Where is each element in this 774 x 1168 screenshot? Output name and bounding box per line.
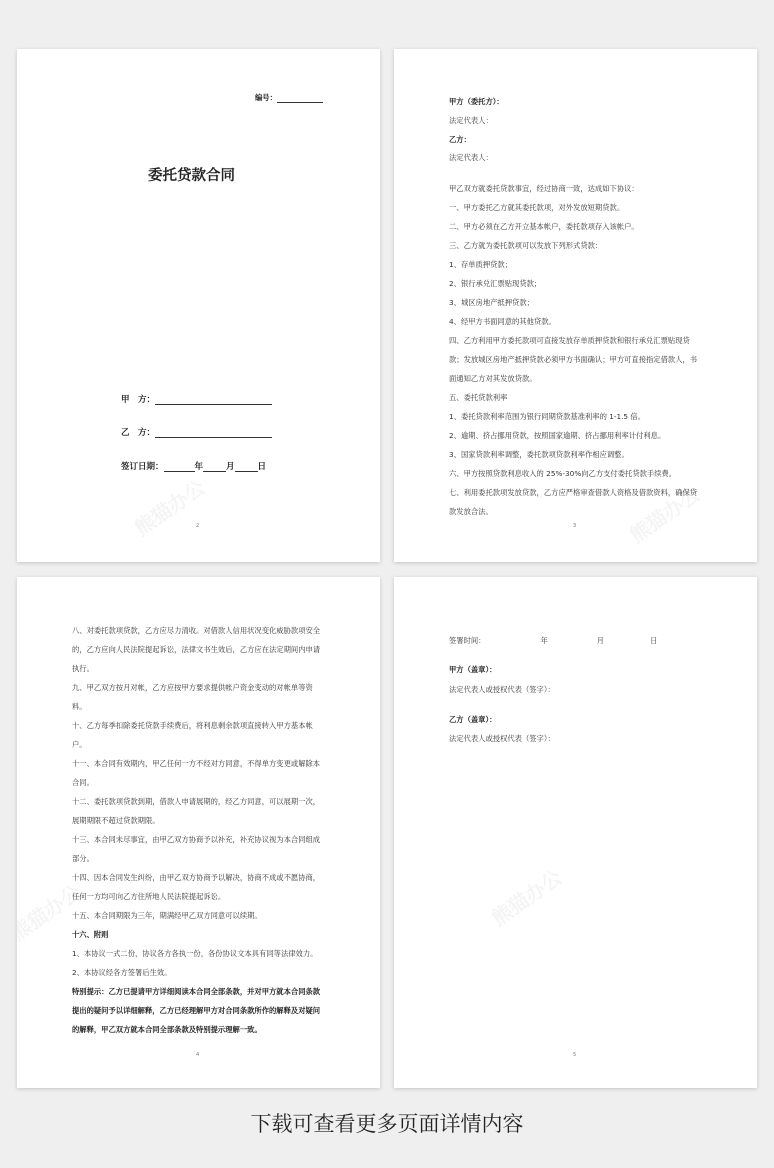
clause-5: 五、委托贷款利率 bbox=[449, 393, 508, 402]
party-b-seal: 乙方（盖章）： bbox=[449, 715, 497, 724]
contract-number-label: 编号： bbox=[255, 93, 277, 102]
document-page-5 bbox=[394, 577, 757, 1088]
page-number: 3 bbox=[573, 523, 577, 529]
clause-16-item-2: 2、本协议经各方签署后生效。 bbox=[72, 968, 172, 977]
clause-6: 六、甲方按照贷款利息收入的 25%-30%向乙方支付委托贷款手续费。 bbox=[449, 469, 677, 478]
clause-13-line-2: 部分。 bbox=[72, 854, 94, 863]
watermark bbox=[128, 472, 210, 542]
clause-14-line-1: 十四、因本合同发生纠纷，由甲乙双方协商予以解决，协商不成或不愿协商， bbox=[72, 873, 321, 882]
party-a-blank bbox=[155, 395, 272, 405]
clause-11-line-2: 合同。 bbox=[72, 778, 94, 787]
contract-number-blank bbox=[277, 94, 323, 103]
sign-time-row bbox=[449, 636, 657, 646]
special-notice-line-3: 的解释，甲乙双方就本合同全部条款及特别提示理解一致。 bbox=[72, 1025, 262, 1034]
clause-8-line-1: 八、对委托款项贷款，乙方应尽力清收。对借款人信用状况变化威胁款项安全 bbox=[72, 626, 321, 635]
clause-4-line-1: 四、乙方利用甲方委托款项可直接发放存单质押贷款和银行承兑汇票贴现贷 bbox=[449, 336, 690, 345]
clause-8-line-2: 的，乙方应向人民法院提起诉讼，法律文书生效后，乙方应在法定期间内申请 bbox=[72, 645, 321, 654]
clause-10-line-2: 户。 bbox=[72, 740, 87, 749]
clause-1: 一、甲方委托乙方就其委托款项，对外发放短期贷款。 bbox=[449, 203, 625, 212]
clause-12-line-2: 展期期限不超过贷款期限。 bbox=[72, 816, 160, 825]
clause-10-line-1: 十、乙方每季扣除委托贷款手续费后，将利息剩余款项直接转入甲方基本帐 bbox=[72, 721, 313, 730]
clause-4-line-2: 款；发放城区房地产抵押贷款必须甲方书面确认；甲方可直接指定借款人，书 bbox=[449, 355, 698, 364]
party-a-representative-signature: 法定代表人或授权代表（签字）： bbox=[449, 685, 555, 694]
clause-8-line-3: 执行。 bbox=[72, 664, 94, 673]
month-label: 月 bbox=[226, 462, 235, 472]
sign-time-label: 签署时间： bbox=[449, 636, 486, 645]
document-page-3 bbox=[394, 49, 757, 562]
sign-date-row bbox=[121, 460, 266, 472]
page-number: 4 bbox=[196, 1052, 200, 1058]
clause-7-line-1: 七、利用委托款项发放贷款，乙方应严格审查借款人资格及借款资料，确保贷 bbox=[449, 488, 698, 497]
party-b-representative-signature: 法定代表人或授权代表（签字）： bbox=[449, 734, 555, 743]
party-b-label: 乙 方： bbox=[121, 428, 156, 438]
watermark bbox=[485, 862, 567, 932]
day-label: 日 bbox=[257, 462, 267, 472]
clause-13-line-1: 十三、本合同未尽事宜，由甲乙双方协商予以补充，补充协议视为本合同组成 bbox=[72, 835, 321, 844]
party-a-client-line: 甲方（委托方）： bbox=[449, 97, 504, 106]
party-b-blank bbox=[155, 428, 272, 438]
clause-9-line-1: 九、甲乙双方按月对帐，乙方应按甲方要求提供帐户资金变动的对帐单等资 bbox=[72, 683, 313, 692]
sign-date-label: 签订日期： bbox=[121, 462, 164, 472]
day-blank bbox=[235, 462, 258, 472]
clause-9-line-2: 料。 bbox=[72, 702, 87, 711]
clause-5-item-2: 2、逾期、挤占挪用贷款，按照国家逾期、挤占挪用利率计付利息。 bbox=[449, 431, 666, 440]
agreement-intro: 甲乙双方就委托贷款事宜，经过协商一致，达成如下协议： bbox=[449, 184, 639, 193]
month-blank bbox=[203, 462, 226, 472]
clause-5-item-3: 3、国家贷款利率调整，委托款项贷款利率作相应调整。 bbox=[449, 450, 629, 459]
sign-year-label: 年 bbox=[540, 636, 548, 645]
sign-day-label: 日 bbox=[650, 636, 658, 645]
clause-5-item-1: 1、委托贷款利率范围为银行同期贷款基准利率的 1-1.5 倍。 bbox=[449, 412, 645, 421]
clause-15: 十五、本合同期限为三年，期满经甲乙双方同意可以续期。 bbox=[72, 911, 262, 920]
party-b-line: 乙方： bbox=[449, 135, 471, 144]
clause-12-line-1: 十二、委托款项贷款到期，借款人申请展期的，经乙方同意，可以展期一次， bbox=[72, 797, 321, 806]
clause-11-line-1: 十一、本合同有效期内，甲乙任何一方不经对方同意，不得单方变更或解除本 bbox=[72, 759, 321, 768]
party-a-representative-line: 法定代表人： bbox=[449, 116, 493, 125]
party-a-seal: 甲方（盖章）： bbox=[449, 665, 497, 674]
year-label: 年 bbox=[194, 462, 204, 472]
clause-3-item-2: 2、银行承兑汇票贴现贷款； bbox=[449, 279, 542, 288]
sign-month-label: 月 bbox=[596, 636, 605, 645]
contract-number-row bbox=[255, 93, 323, 103]
clause-7-line-2: 款发放合法。 bbox=[449, 507, 493, 516]
year-blank bbox=[164, 462, 195, 472]
document-page-4 bbox=[17, 577, 380, 1088]
document-title: 委托贷款合同 bbox=[148, 168, 235, 184]
party-a-row bbox=[121, 393, 272, 405]
clause-3-item-3: 3、城区房地产抵押贷款； bbox=[449, 298, 534, 307]
clause-2: 二、甲方必须在乙方开立基本帐户，委托款项存入该帐户。 bbox=[449, 222, 639, 231]
special-notice-line-2: 提出的疑问予以详细解释，乙方已经理解甲方对合同条款所作的解释及对疑问 bbox=[72, 1006, 321, 1015]
party-a-label: 甲 方： bbox=[121, 395, 156, 405]
party-b-representative-line: 法定代表人： bbox=[449, 153, 493, 162]
clause-16-heading: 十六、附则 bbox=[72, 930, 109, 939]
special-notice-line-1: 特别提示：乙方已提请甲方详细阅读本合同全部条款，并对甲方就本合同条款 bbox=[72, 987, 321, 996]
clause-16-item-1: 1、本协议一式二份，协议各方各执一份，各份协议文本具有同等法律效力。 bbox=[72, 949, 318, 958]
clause-3: 三、乙方就为委托款项可以发放下列形式贷款： bbox=[449, 241, 603, 250]
party-b-row bbox=[121, 426, 272, 438]
clause-4-line-3: 面通知乙方对其发放贷款。 bbox=[449, 374, 537, 383]
page-number: 2 bbox=[196, 523, 200, 529]
download-more-caption: 下载可查看更多页面详情内容 bbox=[250, 1112, 524, 1136]
clause-14-line-2: 任何一方均可向乙方住所地人民法院提起诉讼。 bbox=[72, 892, 226, 901]
clause-3-item-1: 1、存单质押贷款； bbox=[449, 260, 513, 269]
document-page-2 bbox=[17, 49, 380, 562]
clause-3-item-4: 4、经甲方书面同意的其他贷款。 bbox=[449, 317, 556, 326]
page-number: 5 bbox=[573, 1052, 577, 1058]
